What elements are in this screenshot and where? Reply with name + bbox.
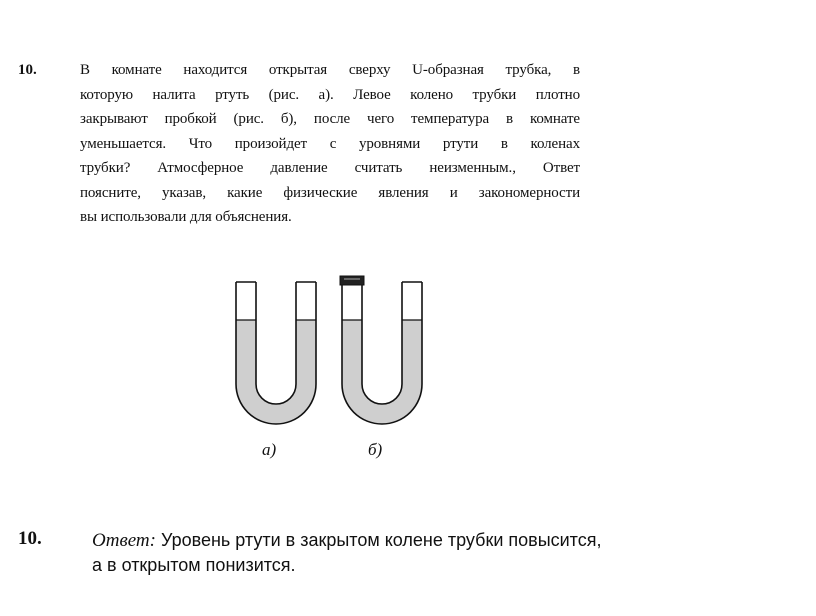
question-line: поясните, указав, какие физические явления и закономерности xyxy=(80,184,580,201)
question-line: В комнате находится открытая сверху U-образная трубка, в xyxy=(80,62,580,78)
tube-inner-wall-a xyxy=(256,282,296,404)
mercury-fill-a xyxy=(236,320,316,424)
u-tube-closed xyxy=(340,276,422,424)
u-tube-figure xyxy=(226,272,426,472)
stopper xyxy=(340,276,364,285)
question-line: вы использовали для объяснения. xyxy=(80,209,292,225)
answer-text xyxy=(92,528,792,578)
mercury-fill-b xyxy=(342,320,422,424)
u-tube-open xyxy=(236,282,316,424)
question-line: трубки? Атмосферное давление считать неизменным., Ответ xyxy=(80,160,580,176)
question-line: закрывают пробкой (рис. б), после чего температура в комнате xyxy=(80,111,580,127)
answer-number: 10. xyxy=(18,528,42,549)
answer-line-2: а в открытом понизится. xyxy=(92,555,296,575)
question-line: которую налита ртуть (рис. а). Левое колено трубки плотно xyxy=(80,86,580,103)
question-line: уменьшается. Что произойдет с уровнями ртути в коленах xyxy=(80,135,580,152)
answer-label: Ответ: xyxy=(92,530,156,551)
question-text xyxy=(80,58,580,230)
figure-caption-b: б) xyxy=(368,440,383,459)
figure-caption-a: а) xyxy=(262,440,277,459)
tube-inner-wall-b xyxy=(362,282,402,404)
answer-line-1: Уровень ртути в закрытом колене трубки повысится, xyxy=(160,530,602,550)
question-number: 10. xyxy=(18,62,37,78)
